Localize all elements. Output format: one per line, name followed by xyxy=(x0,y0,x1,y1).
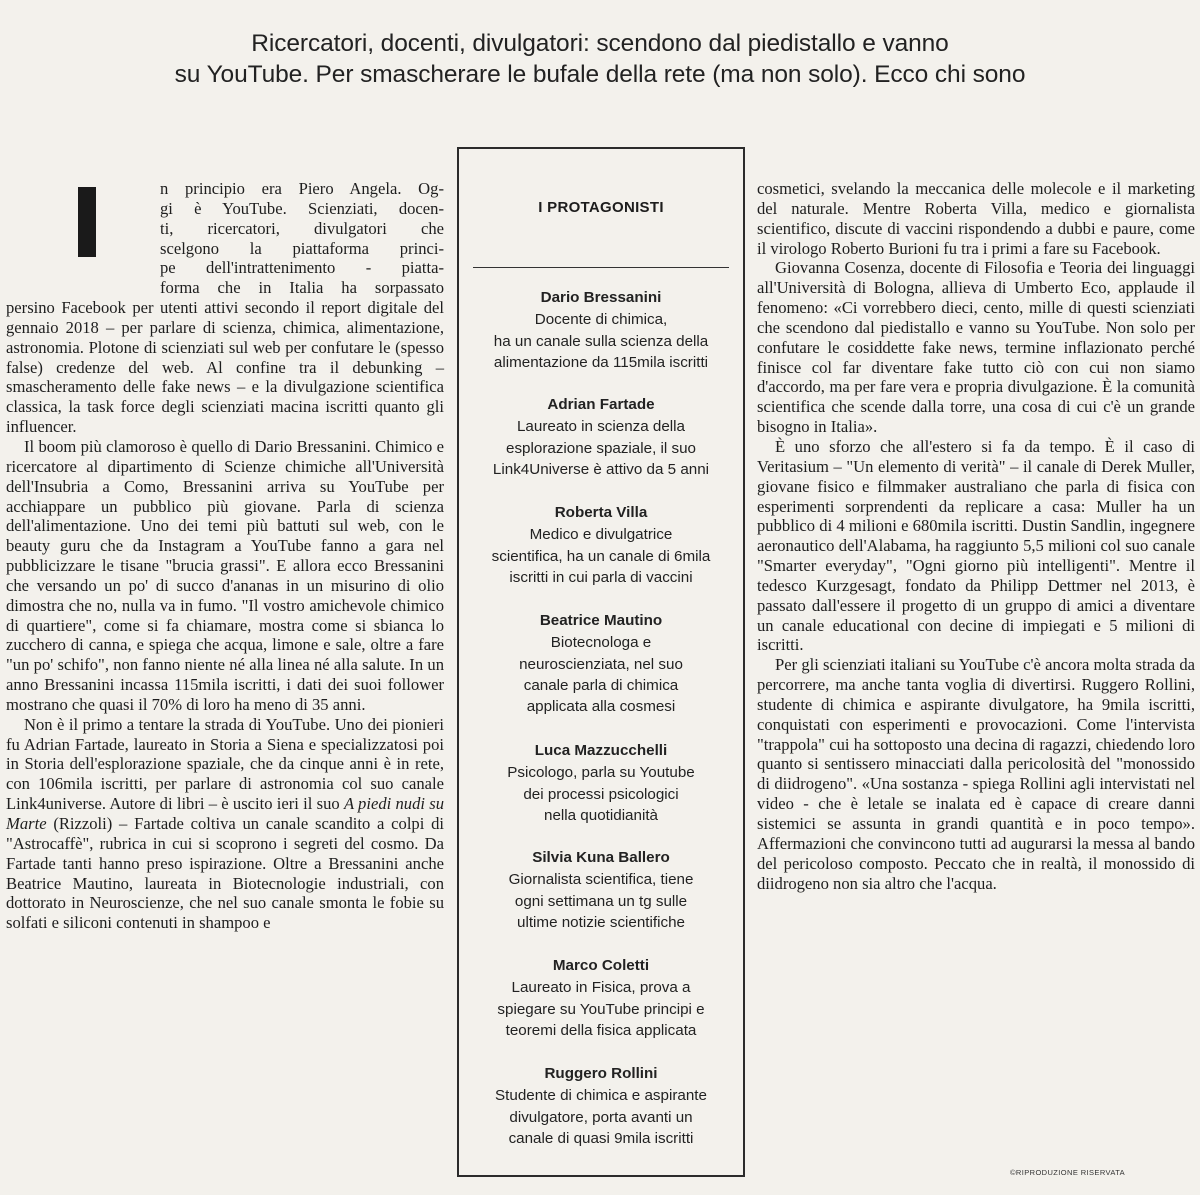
protagonist-entry xyxy=(467,610,735,717)
protagonist-desc-line: neuroscienziata, nel suo xyxy=(519,655,683,673)
protagonist-name: Luca Mazzucchelli xyxy=(534,742,668,759)
protagonist-name: Roberta Villa xyxy=(554,504,648,521)
protagonist-name: Ruggero Rollini xyxy=(544,1065,658,1082)
protagonist-entry xyxy=(467,502,735,588)
protagonist-entry xyxy=(467,847,735,933)
protagonist-entry xyxy=(467,394,735,480)
protagonist-desc-line: dei processi psicologici xyxy=(523,785,679,803)
paragraph: Per gli scienziati italiani su YouTube c'è ancora molta strada da percorrere, ma anche tanta voglia di divertirsi. Ruggero Rollini, studente di chimica e aspirante divulgatore, ha 9mila iscritti, conquistati con esperimenti e provocazioni. Come l'intervista "trappola" cui ha sottoposto una decina di ragazzi, chiedendo loro quanto si sentissero minacciati dalla pericolosità del "monossido di diidrogeno". «Una sostanza - spiega Rollini agli intervistati nel video - che è letale se inalata ed è capace di creare danni sistemici se assunta in grandi quantità e in poco tempo». Affermazioni che convincono tutti ad augurarsi la messa al bando del pericoloso composto. Peccato che in realtà, il monossido di diidrogeno non sia altro che l'acqua. xyxy=(757,655,1195,893)
protagonist-name: Marco Coletti xyxy=(552,957,650,974)
paragraph: È uno sforzo che all'estero si fa da tempo. È il caso di Veritasium – "Un elemento di verità" – il canale di Derek Muller, giovane fisico e filmmaker australiano che parla di fisica con esperimenti sorprendenti da replicare a casa: Muller ha un pubblico di 4 milioni e 680mila iscritti. Dustin Sandlin, ingegnere aeronautico dell'Alabama, ha raggiunto 5,5 milioni col suo canale "Smarter everyday", "Ogni giorno più intelligenti". Mentre il tedesco Kurzgesagt, fondato da Philipp Dettmer nel 2013, è passato dall'essere il progetto di un gruppo di amici a diventare un canale educational con decine di impiegati e 5 milioni di iscritti. xyxy=(757,436,1195,655)
protagonist-entry xyxy=(467,1063,735,1149)
protagonist-desc-line: Biotecnologa e xyxy=(550,634,652,652)
protagonist-entry xyxy=(467,287,735,373)
protagonist-name: Silvia Kuna Ballero xyxy=(532,849,670,866)
lead-paragraph xyxy=(6,179,444,437)
article-column-right xyxy=(757,179,1195,893)
protagonist-desc-line: Studente di chimica e aspirante xyxy=(495,1087,707,1105)
protagonist-desc-line: Link4Universe è attivo da 5 anni xyxy=(492,460,710,478)
protagonist-desc-line: esplorazione spaziale, il suo xyxy=(506,439,696,457)
paragraph: persino Facebook per utenti attivi secondo il report digitale del gennaio 2018 – per parlare di scienza, chimica, alimentazione, astronomia. Plotone di scienziati sul web per confutare le (spesso false) credenze del web. Al confine tra il debunking – smascheramento delle fake news – e la divulgazione scientifica classica, la task force degli scienziati macina iscritti quanto gli influencer. xyxy=(6,298,444,437)
article-subtitle xyxy=(20,28,1180,90)
protagonist-desc-line: alimentazione da 115mila iscritti xyxy=(493,353,709,371)
protagonist-desc-line: Docente di chimica, xyxy=(534,311,668,329)
protagonist-desc-line: nella quotidianità xyxy=(544,806,658,824)
protagonist-name: Adrian Fartade xyxy=(547,396,655,413)
protagonist-entry xyxy=(467,740,735,826)
paragraph: cosmetici, svelando la meccanica delle molecole e il marketing del naturale. Mentre Roberta Villa, medico e giornalista scientifico, discute di vaccini rispondendo a dubbi e paure, come il virologo Roberto Burioni fu tra i primi a fare su Facebook. xyxy=(757,179,1195,258)
subtitle-line-2: su YouTube. Per smascherare le bufale della rete (ma non solo). Ecco chi sono xyxy=(174,61,1026,88)
lead-line: ti, ricercatori, divulgatori che xyxy=(160,218,444,238)
protagonists-title: I PROTAGONISTI xyxy=(538,199,664,216)
paragraph: Giovanna Cosenza, docente di Filosofia e Teoria dei linguaggi all'Università di Bologna, allieva di Umberto Eco, applaude il fenomeno: «Ci vorrebbero dieci, cento, mille di questi scienziati che scendono dal piedistallo e vanno su YouTube. Non solo per confutare le cosiddette fake news, termine inflazionato perché finisce col far diventare fake tutto ciò con cui non siamo d'accordo, ma per fare vera e propria divulgazione. È la comunità scientifica che scende dalla torre, una cosa di cui c'è un grande bisogno in Italia». xyxy=(757,258,1195,437)
paragraph-text: Non è il primo a tentare la strada di YouTube. Uno dei pionieri fu Adrian Fartade, laureato in Storia a Siena e specializzatosi poi in Storia dell'esplorazione spaziale, che da cinque anni è in rete, con 106mila iscritti, per parlare di astronomia col suo canale Link4universe. Autore di libri – è uscito ieri il suo xyxy=(6,714,444,814)
protagonist-desc-line: canale di quasi 9mila iscritti xyxy=(508,1129,694,1147)
protagonists-box xyxy=(457,147,745,1177)
subtitle-line-1: Ricercatori, docenti, divulgatori: scendono dal piedistallo e vanno xyxy=(251,30,949,57)
protagonist-name: Dario Bressanini xyxy=(540,289,662,306)
protagonist-desc-line: Medico e divulgatrice xyxy=(529,526,673,544)
protagonist-desc-line: ogni settimana un tg sulle xyxy=(514,892,688,910)
protagonist-desc-line: Laureato in scienza della xyxy=(516,418,686,436)
copyright-notice: ©RIPRODUZIONE RISERVATA xyxy=(1010,1168,1126,1177)
protagonist-desc-line: Psicologo, parla su Youtube xyxy=(507,764,695,782)
lead-line: gi è YouTube. Scienziati, docen- xyxy=(160,198,444,218)
paragraph xyxy=(6,715,444,933)
divider xyxy=(473,267,729,268)
lead-line: scelgono la piattaforma princi- xyxy=(160,238,444,258)
lead-line: forma che in Italia ha sorpassato xyxy=(160,278,444,298)
paragraph: Il boom più clamoroso è quello di Dario Bressanini. Chimico e ricercatore al dipartimento di Scienze chimiche all'Università dell'Insubria a Como, Bressanini arriva su YouTube per acchiappare un pubblico più giovane. Parla di scienza dell'alimentazione. Uno dei temi più battuti sul web, con le beauty guru che da Instagram a YouTube fanno a gara nel pubblicizzare le tisane "brucia grassi". E allora ecco Bressanini che versando un po' di succo d'ananas in un misurino di olio dimostra che no, nulla va in fumo. "Il vostro amichevole chimico di quartiere", come si fa chiamare, mostra come si sbianca lo zucchero di canna, e spiega che acqua, limone e sale, oltre a fare "un po' schifo", non fanno niente né alla linea né alla salute. In un anno Bressanini incassa 115mila iscritti, i dati dei suoi follower mostrano che quasi il 70% di loro ha meno di 35 anni. xyxy=(6,436,444,714)
protagonist-desc-line: divulgatore, porta avanti un xyxy=(509,1108,693,1126)
protagonist-desc-line: canale parla di chimica xyxy=(523,676,679,694)
protagonist-desc-line: teoremi della fisica applicata xyxy=(505,1021,697,1039)
paragraph-text: (Rizzoli) – Fartade coltiva un canale scandito a colpi di "Astrocaffè", rubrica in cui si scoprono i segreti del cosmo. Da Fartade tanti hanno preso ispirazione. Oltre a Bressanini anche Beatrice Mautino, laureata in Biotecnologie industriali, con dottorato in Neuroscienze, che nel suo canale smonta le fobie su solfati e siliconi contenuti in shampoo e xyxy=(6,814,444,933)
protagonist-entry xyxy=(467,955,735,1041)
protagonist-desc-line: spiegare su YouTube principi e xyxy=(497,1000,705,1018)
protagonist-name: Beatrice Mautino xyxy=(539,612,663,629)
protagonist-desc-line: Laureato in Fisica, prova a xyxy=(511,979,691,997)
protagonist-desc-line: iscritti in cui parla di vaccini xyxy=(509,568,693,586)
protagonist-desc-line: scientifica, ha un canale di 6mila xyxy=(491,547,711,565)
article-column-left xyxy=(6,179,444,933)
book-title: A piedi nudi su Marte xyxy=(6,794,445,833)
protagonist-desc-line: Giornalista scientifica, tiene xyxy=(508,871,694,889)
protagonist-desc-line: applicata alla cosmesi xyxy=(526,698,676,716)
protagonist-desc-line: ultime notizie scientifiche xyxy=(517,913,685,931)
protagonist-desc-line: ha un canale sulla scienza della xyxy=(493,332,709,350)
lead-line: pe dell'intrattenimento - piatta- xyxy=(160,258,444,278)
lead-line: n principio era Piero Angela. Og- xyxy=(160,179,444,198)
